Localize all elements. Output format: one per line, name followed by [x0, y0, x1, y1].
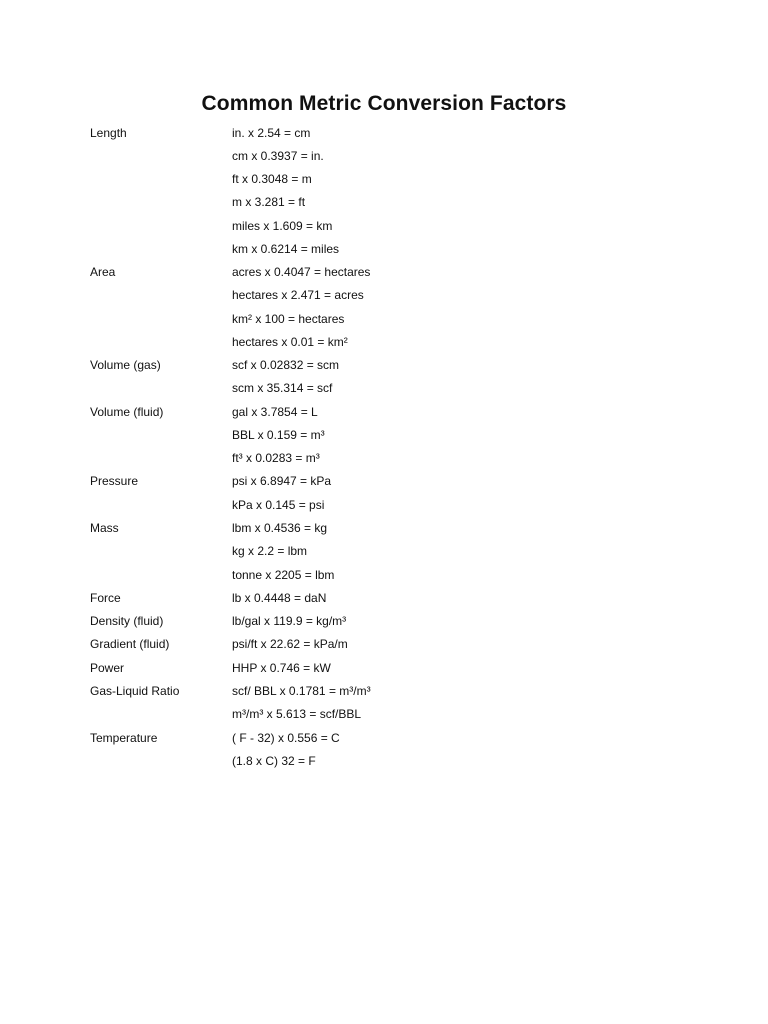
table-row	[0, 750, 768, 773]
table-row	[0, 331, 768, 354]
table-row	[0, 587, 768, 610]
table-row	[0, 191, 768, 214]
category-label: Length	[90, 126, 127, 140]
conversion-factor: kPa x 0.145 = psi	[232, 498, 325, 512]
table-row	[0, 703, 768, 726]
category-label: Area	[90, 265, 116, 279]
table-row	[0, 401, 768, 424]
conversion-factor: km x 0.6214 = miles	[232, 242, 340, 256]
conversion-factor: acres x 0.4047 = hectares	[232, 265, 371, 279]
conversion-factor: scm x 35.314 = scf	[232, 381, 333, 395]
conversion-factor: scf/ BBL x 0.1781 = m³/m³	[232, 684, 371, 698]
conversion-factor: km² x 100 = hectares	[232, 312, 345, 326]
category-label: Volume (fluid)	[90, 405, 164, 419]
conversion-factor: hectares x 0.01 = km²	[232, 335, 348, 349]
table-row	[0, 354, 768, 377]
category-label: Density (fluid)	[90, 614, 164, 628]
conversion-factor: HHP x 0.746 = kW	[232, 661, 331, 675]
table-row	[0, 610, 768, 633]
table-row	[0, 284, 768, 307]
table-row	[0, 657, 768, 680]
conversion-factor: cm x 0.3937 = in.	[232, 149, 324, 163]
table-row	[0, 680, 768, 703]
category-label: Pressure	[90, 474, 139, 488]
table-row	[0, 168, 768, 191]
conversion-factor: in. x 2.54 = cm	[232, 126, 311, 140]
table-row	[0, 447, 768, 470]
conversion-factor: lb x 0.4448 = daN	[232, 591, 327, 605]
conversion-factor: ft³ x 0.0283 = m³	[232, 451, 320, 465]
conversion-factor: tonne x 2205 = lbm	[232, 568, 335, 582]
category-label: Gradient (fluid)	[90, 637, 170, 651]
conversion-factor: kg x 2.2 = lbm	[232, 544, 308, 558]
conversion-factor: m³/m³ x 5.613 = scf/BBL	[232, 707, 362, 721]
conversion-factor: scf x 0.02832 = scm	[232, 358, 340, 372]
table-row	[0, 424, 768, 447]
conversion-factor: ( F - 32) x 0.556 = C	[232, 731, 340, 745]
conversion-factor: psi/ft x 22.62 = kPa/m	[232, 637, 348, 651]
table-row	[0, 377, 768, 400]
category-label: Volume (gas)	[90, 358, 161, 372]
category-label: Power	[90, 661, 125, 675]
conversion-factor: psi x 6.8947 = kPa	[232, 474, 332, 488]
table-row	[0, 517, 768, 540]
table-row	[0, 215, 768, 238]
table-row	[0, 238, 768, 261]
category-label: Mass	[90, 521, 119, 535]
conversion-factor: ft x 0.3048 = m	[232, 172, 312, 186]
table-row	[0, 308, 768, 331]
table-row	[0, 494, 768, 517]
conversion-factor: (1.8 x C) 32 = F	[232, 754, 316, 768]
conversion-factor: hectares x 2.471 = acres	[232, 288, 364, 302]
conversion-factor: gal x 3.7854 = L	[232, 405, 318, 419]
category-label: Temperature	[90, 731, 158, 745]
table-row	[0, 633, 768, 656]
category-label: Gas-Liquid Ratio	[90, 684, 180, 698]
table-row	[0, 727, 768, 750]
conversion-factor: m x 3.281 = ft	[232, 195, 306, 209]
category-label: Force	[90, 591, 121, 605]
table-row	[0, 470, 768, 493]
table-row	[0, 540, 768, 563]
table-row	[0, 564, 768, 587]
conversion-factor: lbm x 0.4536 = kg	[232, 521, 328, 535]
conversion-factor: miles x 1.609 = km	[232, 219, 333, 233]
table-row	[0, 145, 768, 168]
conversion-factor: lb/gal x 119.9 = kg/m³	[232, 614, 347, 628]
table-row	[0, 122, 768, 145]
page-title: Common Metric Conversion Factors	[201, 92, 567, 115]
conversion-factor: BBL x 0.159 = m³	[232, 428, 325, 442]
table-row	[0, 261, 768, 284]
